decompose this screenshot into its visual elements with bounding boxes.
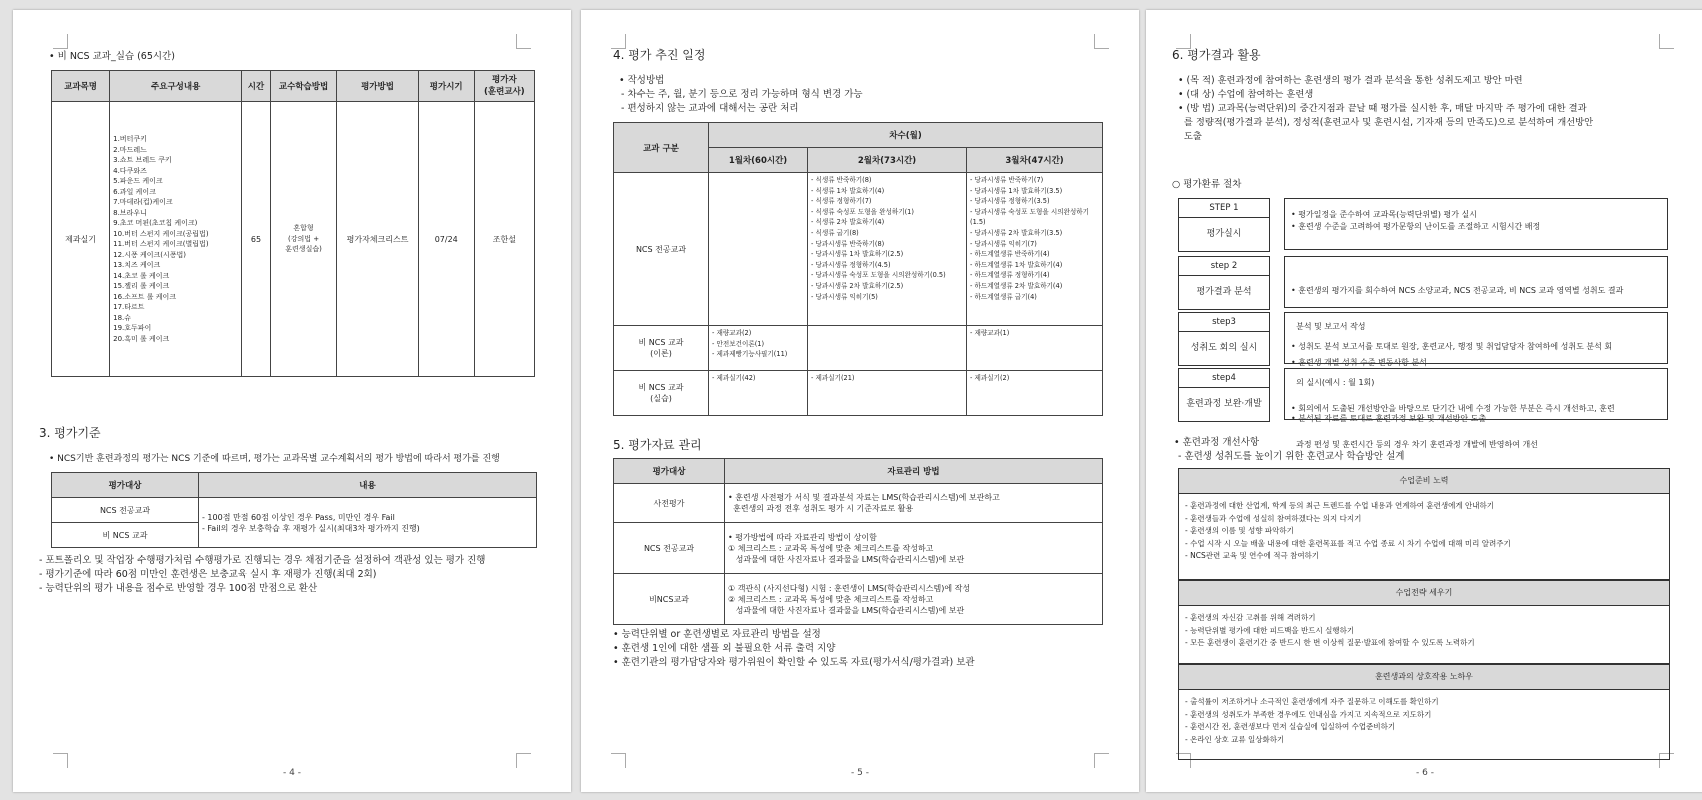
cell-list: [712, 328, 804, 360]
list-item: - 하드계열생류 1차 발효하기(4): [970, 260, 1063, 269]
table-row: [614, 173, 1103, 326]
cell-list: [811, 373, 963, 384]
cell-lines: [728, 583, 1099, 616]
step-name: 성취도 회의 실시: [1190, 343, 1258, 353]
desc-line: • 회의에서 도출된 개선방안을 바탕으로 단기간 내에 수정 가능한 부분은 즉시 개선하고, 훈련: [1291, 404, 1615, 413]
cell-list: [811, 175, 963, 302]
subject-cell: 제과실기: [52, 102, 110, 377]
list-item: 11.버터 스펀지 케이크(별립법): [113, 240, 209, 248]
list-item: - 식생류 2차 발효하기(4): [811, 218, 885, 227]
list-item: - 당과시생류 숙성포 도형을 시의완성하기(1.5): [970, 207, 1090, 227]
list-item: 5.파운드 케이크: [113, 177, 163, 185]
method-cell: [725, 574, 1103, 625]
table-row: [614, 484, 1103, 523]
bullet-line: • 능력단위별 or 훈련생별로 자료관리 방법을 설정: [613, 629, 821, 640]
list-item: - 당과시생류 1차 발효하기(2.5): [811, 250, 904, 259]
bullet-line: • 훈련생 1인에 대한 샘플 외 불필요한 서류 출력 지양: [613, 643, 836, 654]
subject-evaluation-table: [51, 70, 535, 377]
list-item: - 당과시생류 정형하기(3.5): [970, 197, 1050, 206]
bullet-line: • 훈련기관의 평가담당자와 평가위원이 확인할 수 있도록 자료(평가서식/평가결과) 보관: [613, 657, 975, 668]
col-header: 내용: [199, 473, 537, 498]
col-header: 평가방법: [337, 71, 418, 102]
list-item: - 식생류 숙성포 도형을 완성하기(1): [811, 207, 914, 216]
purpose-line: • (목 적) 훈련과정에 참여하는 훈련생의 평가 결과 분석을 통한 성취도제고 방안 마련: [1178, 75, 1523, 86]
list-item: 7.마데라(컵)케이크: [113, 198, 173, 206]
method-label: • 작성방법: [619, 75, 665, 86]
improve-title: • 훈련과정 개선사항: [1174, 437, 1260, 448]
list-item: 훈련생의 과정 전후 성취도 평가 시 기준자료로 활용: [728, 504, 914, 513]
list-item: 20.흑미 롤 케이크: [113, 334, 170, 343]
schedule-cell: [808, 173, 967, 326]
criteria-target: 비 NCS 교과: [52, 523, 199, 548]
purpose-line: • (방 법) 교과목(능력단위)의 중간지점과 끝날 때 평가를 실시한 후, 매달 마지막 주 평가에 대한 결과: [1178, 103, 1587, 114]
col-header: 평가시기: [418, 71, 474, 102]
page-5: [581, 10, 1139, 792]
cell-lines: [728, 492, 1099, 514]
list-item: 15.젤리 롤 케이크: [113, 282, 170, 290]
row-label: 비 NCS 교과 (실습): [614, 371, 709, 416]
list-item: 17.타르트: [113, 303, 145, 311]
procedure-title: ○ 평가환류 절차: [1172, 179, 1242, 190]
evaluation-cell: 평가자체크리스트: [337, 102, 418, 377]
table-row: [614, 326, 1103, 371]
section-5-title: 5. 평가자료 관리: [613, 438, 702, 452]
step-name: 훈련과정 보완·개발: [1186, 399, 1262, 409]
list-item: - 훈련생들과 수업에 성실히 참여하겠다는 의지 다지기: [1185, 513, 1362, 523]
crop-mark: [516, 753, 531, 768]
schedule-cell: [808, 326, 967, 371]
month-header: 1월차(60시간): [709, 148, 808, 173]
table-header-row: [52, 71, 535, 102]
col-header: 교과목명: [52, 71, 110, 102]
desc-line: • 분석된 자료를 토대로 훈련과정 보완 및 개선방안 도출: [1291, 414, 1487, 423]
method-cell: [725, 523, 1103, 574]
col-header: 자료관리 방법: [725, 459, 1103, 484]
list-item: - 당과시생류 반죽하기(7): [970, 176, 1044, 184]
schedule-cell: [709, 371, 808, 416]
cell-list: [712, 373, 804, 384]
col-header: 교과 구분: [614, 123, 709, 173]
desc-line: • 성취도 분석 보고서를 토대로 원장, 훈련교사, 행정 및 취업담당자 참여하에 성취도 분석 회: [1291, 342, 1613, 351]
section-4-title: 4. 평가 추진 일정: [613, 48, 706, 62]
hours-cell: 65: [242, 102, 271, 377]
schedule-cell: [967, 173, 1103, 326]
step-4-box: [1178, 368, 1270, 422]
col-header: 주요구성내용: [110, 71, 242, 102]
desc-line: 의 실시(예시 : 월 1회): [1291, 378, 1375, 387]
plan-title: 훈련생과의 상호작용 노하우: [1179, 665, 1669, 690]
step-1-desc: [1284, 198, 1668, 250]
method-item: - 편성하지 않는 교과에 대해서는 공란 처리: [621, 103, 799, 114]
cell-list: [970, 328, 1099, 339]
content-cell: [110, 102, 242, 377]
list-item: - 식생류 1차 발효하기(4): [811, 186, 885, 195]
page-4: [13, 10, 571, 792]
list-item: - 당과시생류 정형하기(4.5): [811, 260, 891, 269]
schedule-cell: [808, 371, 967, 416]
month-header: 3월차(47시간): [967, 148, 1103, 173]
list-item: - 하드계열생류 반죽하기(4): [970, 250, 1050, 259]
step-2-box: [1178, 256, 1270, 310]
list-item: - 식생류 정형하기(7): [811, 197, 872, 206]
list-item: - 훈련생의 자신감 고취를 위해 격려하기: [1185, 613, 1316, 622]
group-header: 차수(월): [709, 123, 1103, 148]
desc-line: 분석 및 보고서 작성: [1291, 322, 1366, 331]
row-label: NCS 전공교과: [614, 173, 709, 326]
list-item: - 수업 시작 시 오늘 배울 내용에 대한 훈련목표를 적고 수업 종료 시 차기 수업에 대해 미리 알려주기: [1185, 538, 1511, 548]
crop-mark: [53, 34, 68, 49]
list-item: - 모든 훈련생이 훈련기간 중 반드시 한 번 이상씩 질문·발표에 참여할 수 있도록 노력하기: [1185, 638, 1475, 647]
list-item: - 훈련과정에 대한 산업계, 학계 등의 최근 트렌드를 수업 내용과 연계하여 훈련생에게 안내하기: [1185, 501, 1495, 510]
step-head: STEP 1: [1179, 199, 1269, 218]
list-item: 1.버터쿠키: [113, 135, 147, 143]
evaluator-cell: 조한설: [474, 102, 534, 377]
method-cell: [725, 484, 1103, 523]
list-item: - 당과시생류 2차 발효하기(3.5): [970, 228, 1063, 237]
crop-mark: [1094, 753, 1109, 768]
method-cell: 혼합형 (강의법 + 훈련생실습): [270, 102, 337, 377]
list-item: - 하드계열생류 2차 발효하기(4): [970, 281, 1063, 290]
step-head: step3: [1179, 313, 1269, 332]
note-line: - 평가기준에 따라 60점 미만인 훈련생은 보충교육 실시 후 재평가 진행(최대 2회): [39, 569, 377, 580]
list-item: - 당과시생류 숙성포 도형을 시의완성하기(0.5): [811, 271, 946, 280]
table-row: [614, 523, 1103, 574]
list-item: - 제과실기(2): [970, 374, 1010, 382]
list-item: - 안전보건이론(1): [712, 339, 765, 348]
list-item: - 출석률이 저조하거나 소극적인 훈련생에게 자주 질문하고 이해도를 확인하기: [1185, 697, 1439, 706]
method-item: - 차수는 주, 월, 분기 등으로 정리 가능하며 형식 변경 가능: [621, 89, 863, 100]
list-item: - 훈련생의 성취도가 부족한 경우에도 인내심을 가지고 지속적으로 지도하기: [1185, 709, 1432, 719]
list-item: 10.버터 스펀지 케이크(공립법): [113, 229, 209, 238]
plan-box-interaction: [1178, 664, 1670, 760]
list-item: - 훈련시간 전, 훈련생보다 먼저 실습실에 입실하여 수업준비하기: [1185, 722, 1396, 731]
purpose-line: • (대 상) 수업에 참여하는 훈련생: [1178, 89, 1314, 100]
list-item: - 식생류 굽기(8): [811, 228, 859, 237]
list-item: ② 체크리스트 : 교과목 특성에 맞춘 체크리스트를 작성하고: [728, 594, 934, 604]
section-3-title: 3. 평가기준: [39, 426, 101, 440]
row-label: 비 NCS 교과 (이론): [614, 326, 709, 371]
row-label: 사전평가: [614, 484, 725, 523]
list-item: 12.시퐁 케이크(시퐁법): [113, 250, 187, 259]
list-item: - 제과제빵기능사필기(11): [712, 350, 788, 358]
content-list: [113, 134, 238, 344]
list-item: - 당과시생류 반죽하기(8): [811, 239, 885, 248]
list-item: - 하드계열생류 정형하기(4): [970, 271, 1050, 280]
step-name: 평가실시: [1206, 229, 1242, 239]
crop-mark: [1659, 34, 1674, 49]
schedule-cell: [709, 326, 808, 371]
list-item: 19.호두파이: [113, 324, 152, 332]
list-item: ① 객관식 (사지선다형) 시험 : 훈련생이 LMS(학습관리시스템)에 작성: [728, 583, 971, 593]
list-item: - 재량교과(1): [970, 329, 1010, 337]
step-1-box: [1178, 198, 1270, 252]
col-header: 평가대상: [52, 473, 199, 498]
desc-line: • 훈련생의 평가지를 회수하여 NCS 소양교과, NCS 전공교과, 비 NCS 교과 영역별 성취도 결과: [1291, 286, 1624, 295]
data-management-table: [613, 458, 1103, 625]
list-item: - 능력단위별 평가에 대한 피드백을 반드시 실행하기: [1185, 625, 1355, 635]
criteria-content: [199, 498, 537, 548]
page-6: [1146, 10, 1702, 792]
plan-lines: [1179, 606, 1669, 656]
criteria-line: - Fail의 경우 보충학습 후 재평가 실시(최대3차 평가까지 진행): [202, 523, 420, 533]
plan-lines: [1179, 690, 1669, 752]
desc-line: • 훈련생 개별 성취 수준 변동사항 분석: [1291, 358, 1427, 367]
section-3-intro: • NCS기반 훈련과정의 평가는 NCS 기준에 따르며, 평가는 교과목별 교수계획서의 평가 방법에 따라서 평가를 진행: [49, 454, 500, 464]
col-header: 시간: [242, 71, 271, 102]
plan-box-preparation: [1178, 468, 1670, 580]
list-item: 9.초코 머핀(초코칩 케이크): [113, 219, 198, 227]
list-item: ① 체크리스트 : 교과목 특성에 맞춘 체크리스트를 작성하고: [728, 543, 934, 553]
cell-list: [970, 175, 1099, 302]
list-item: - 제과실기(21): [811, 374, 855, 382]
list-item: - NCS관련 교육 및 연수에 적극 참여하기: [1185, 551, 1320, 560]
list-item: - 제과실기(42): [712, 374, 756, 382]
criteria-table: [51, 472, 537, 548]
list-item: 성과물에 대한 사진자료나 결과물을 LMS(학습관리시스템)에 보관: [728, 605, 965, 615]
table-row: [614, 371, 1103, 416]
list-item: • 훈련생 사전평가 서식 및 결과분석 자료는 LMS(학습관리시스템)에 보관하고: [728, 493, 1000, 502]
cell-lines: [728, 532, 1099, 565]
purpose-line: 를 정량적(평가결과 분석), 정성적(훈련교사 및 훈련시설, 기자재 등의 만족도)으로 분석하여 개선방안: [1178, 117, 1594, 128]
schedule-cell: [967, 326, 1103, 371]
step-head: step4: [1179, 369, 1269, 388]
page-number: - 5 -: [851, 768, 869, 778]
list-item: - 당과시생류 2차 발효하기(2.5): [811, 281, 904, 290]
crop-mark: [611, 753, 626, 768]
section-6-title: 6. 평가결과 활용: [1172, 48, 1261, 62]
col-header: 평가자 (훈련교사): [474, 71, 534, 102]
list-item: - 식생류 반죽하기(8): [811, 176, 872, 184]
purpose-line: 도출: [1178, 131, 1202, 142]
row-label: NCS 전공교과: [614, 523, 725, 574]
list-item: 4.다쿠와즈: [113, 166, 147, 175]
list-item: - 당과시생류 익히기(5): [811, 292, 878, 301]
note-line: - 능력단위의 평가 내용을 점수로 반영할 경우 100점 만점으로 환산: [39, 583, 318, 594]
improve-sub: - 훈련생 성취도를 높이기 위한 훈련교사 학습방안 설계: [1178, 451, 1405, 462]
list-item: • 평가방법에 따라 자료관리 방법이 상이함: [728, 532, 877, 542]
page-number: - 4 -: [283, 768, 301, 778]
desc-line: • 훈련생 수준을 고려하여 평가문항의 난이도를 조절하고 시험시간 배정: [1291, 222, 1541, 231]
plan-lines: [1179, 494, 1669, 569]
list-item: 14.초코 롤 케이크: [113, 271, 170, 280]
list-item: - 훈련생의 이름 및 성향 파악하기: [1185, 526, 1294, 535]
schedule-cell: [967, 371, 1103, 416]
schedule-table: [613, 122, 1103, 416]
row-label: 비NCS교과: [614, 574, 725, 625]
desc-line: 과정 편성 및 훈련시간 등의 경우 차기 훈련과정 개발에 반영하여 개선: [1291, 440, 1538, 449]
desc-line: • 평가일정을 준수하여 교과목(능력단위별) 평가 실시: [1291, 210, 1477, 219]
criteria-target: NCS 전공교과: [52, 498, 199, 523]
criteria-line: - 100점 만점 60점 이상인 경우 Pass, 미만인 경우 Fail: [202, 512, 395, 522]
list-item: - 온라인 상호 교류 일상화하기: [1185, 734, 1285, 744]
crop-mark: [1094, 34, 1109, 49]
plan-box-strategy: [1178, 580, 1670, 664]
note-line: - 포트폴리오 및 작업장 수행평가처럼 수행평가로 진행되는 경우 채점기준을 설정하여 객관성 있는 평가 진행: [39, 555, 486, 566]
plan-title: 수업전략 세우기: [1179, 581, 1669, 606]
table-row: [52, 102, 535, 377]
table-subtitle: • 비 NCS 교과_실습 (65시간): [49, 51, 175, 62]
list-item: 13.치즈 케이크: [113, 261, 161, 269]
step-4-desc: [1284, 368, 1668, 449]
schedule-cell: [709, 173, 808, 326]
list-item: - 당과시생류 익히기(7): [970, 239, 1037, 248]
list-item: 8.브라우니: [113, 208, 147, 217]
list-item: 18.슈: [113, 313, 132, 322]
plan-title: 수업준비 노력: [1179, 469, 1669, 494]
step-head: step 2: [1179, 257, 1269, 276]
list-item: - 재량교과(2): [712, 329, 752, 337]
crop-mark: [516, 34, 531, 49]
list-item: 2.마드레느: [113, 145, 147, 154]
list-item: 3.쇼트 브레드 쿠키: [113, 156, 172, 164]
list-item: 성과물에 대한 사진자료나 결과물을 LMS(학습관리시스템)에 보관: [728, 554, 965, 564]
list-item: 6.과일 케이크: [113, 187, 156, 196]
timing-cell: 07/24: [418, 102, 474, 377]
col-header: 교수학습방법: [270, 71, 337, 102]
step-3-box: [1178, 312, 1270, 366]
page-number: - 6 -: [1416, 768, 1434, 778]
col-header: 평가대상: [614, 459, 725, 484]
step-name: 평가결과 분석: [1196, 287, 1252, 297]
cell-list: [970, 373, 1099, 384]
crop-mark: [53, 753, 68, 768]
list-item: - 하드계열생류 굽기(4): [970, 292, 1037, 301]
list-item: - 당과시생류 1차 발효하기(3.5): [970, 186, 1063, 195]
table-row: [614, 574, 1103, 625]
month-header: 2월차(73시간): [808, 148, 967, 173]
list-item: 16.소프트 롤 케이크: [113, 292, 177, 301]
